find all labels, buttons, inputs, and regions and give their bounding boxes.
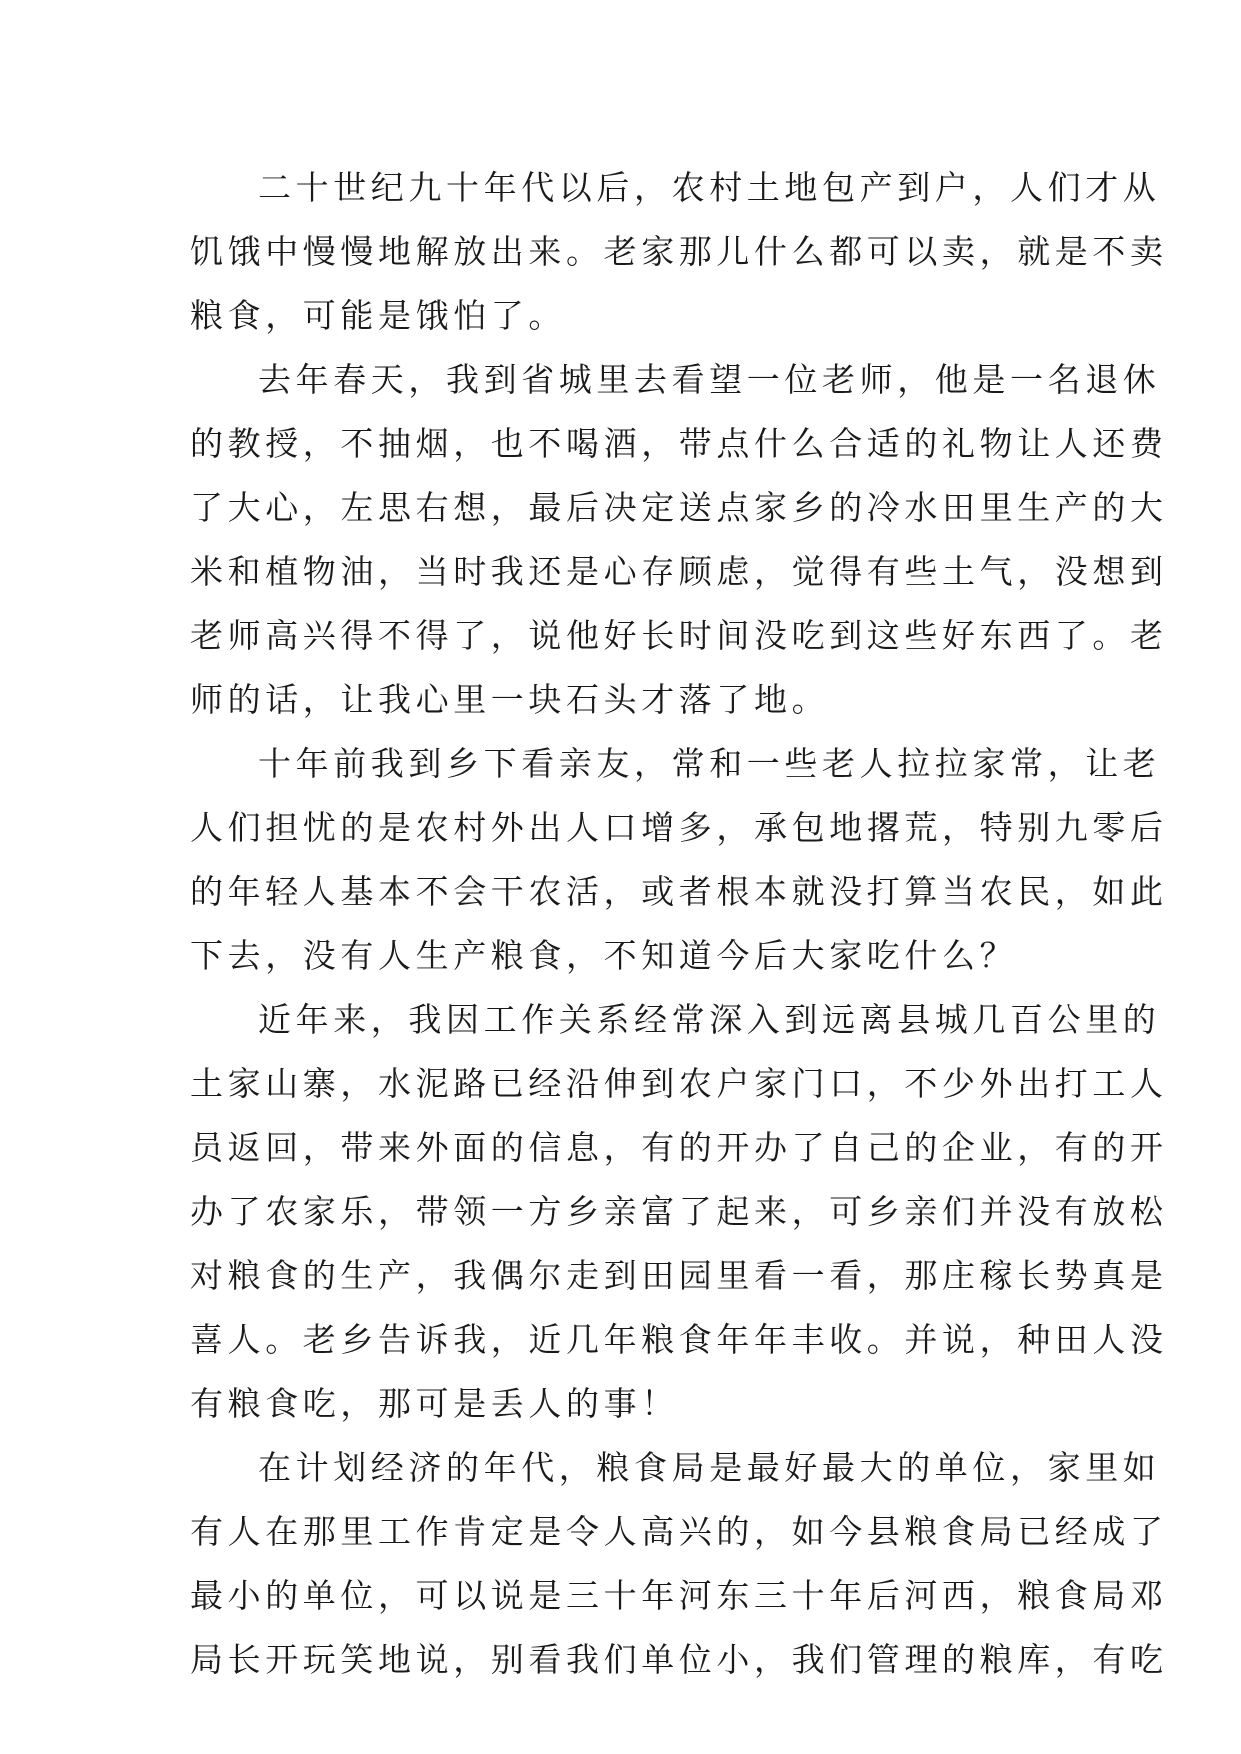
text-line: 的教授，不抽烟，也不喝酒，带点什么合适的礼物让人还费 — [190, 424, 1168, 463]
text-line: 局长开玩笑地说，别看我们单位小，我们管理的粮库，有吃 — [190, 1640, 1168, 1679]
text-line: 人们担忧的是农村外出人口增多，承包地撂荒，特别九零后 — [190, 808, 1168, 847]
text-line: 米和植物油，当时我还是心存顾虑，觉得有些土气，没想到 — [190, 552, 1168, 591]
text-line: 对粮食的生产，我偶尔走到田园里看一看，那庄稼长势真是 — [190, 1256, 1168, 1295]
text-line: 喜人。老乡告诉我，近几年粮食年年丰收。并说，种田人没 — [190, 1320, 1168, 1359]
text-line: 近年来，我因工作关系经常深入到远离县城几百公里的 — [258, 1000, 1161, 1039]
text-line: 了大心，左思右想，最后决定送点家乡的冷水田里生产的大 — [190, 488, 1168, 527]
document-body — [190, 156, 1168, 1692]
text-line: 有粮食吃，那可是丢人的事！ — [190, 1384, 679, 1423]
text-line: 下去，没有人生产粮食，不知道今后大家吃什么？ — [190, 936, 1018, 975]
text-line: 有人在那里工作肯定是令人高兴的，如今县粮食局已经成了 — [190, 1512, 1168, 1551]
text-line: 在计划经济的年代，粮食局是最好最大的单位，家里如 — [258, 1448, 1161, 1487]
paragraph-5 — [190, 1436, 1168, 1692]
text-line: 去年春天，我到省城里去看望一位老师，他是一名退休 — [258, 360, 1161, 399]
text-line: 粮食，可能是饿怕了。 — [190, 296, 566, 335]
paragraph-3 — [190, 732, 1168, 988]
text-line: 师的话，让我心里一块石头才落了地。 — [190, 680, 830, 719]
text-line: 办了农家乐，带领一方乡亲富了起来，可乡亲们并没有放松 — [190, 1192, 1168, 1231]
text-line: 土家山寨，水泥路已经沿伸到农户家门口，不少外出打工人 — [190, 1064, 1168, 1103]
text-line: 的年轻人基本不会干农活，或者根本就没打算当农民，如此 — [190, 872, 1168, 911]
text-line: 员返回，带来外面的信息，有的开办了自己的企业，有的开 — [190, 1128, 1168, 1167]
paragraph-4 — [190, 988, 1168, 1436]
paragraph-1 — [190, 156, 1168, 348]
text-line: 老师高兴得不得了，说他好长时间没吃到这些好东西了。老 — [190, 616, 1168, 655]
text-line: 饥饿中慢慢地解放出来。老家那儿什么都可以卖，就是不卖 — [190, 232, 1168, 271]
paragraph-2 — [190, 348, 1168, 732]
text-line: 二十世纪九十年代以后，农村土地包产到户，人们才从 — [258, 168, 1161, 207]
text-line: 最小的单位，可以说是三十年河东三十年后河西，粮食局邓 — [190, 1576, 1168, 1615]
text-line: 十年前我到乡下看亲友，常和一些老人拉拉家常，让老 — [258, 744, 1161, 783]
